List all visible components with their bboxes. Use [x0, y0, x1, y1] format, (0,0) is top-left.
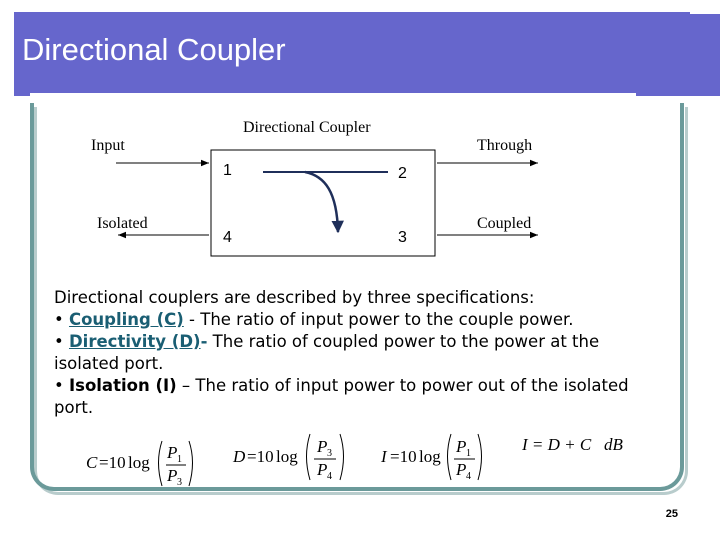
- svg-text:I: I: [381, 447, 387, 466]
- svg-text:3: 3: [327, 448, 332, 459]
- slide-title: Directional Coupler: [22, 32, 286, 67]
- svg-text:=10: =10: [247, 447, 274, 466]
- port-3-label: 3: [398, 229, 407, 246]
- bullet: •: [54, 376, 64, 395]
- bullet: •: [54, 332, 64, 351]
- through-label: Through: [477, 137, 533, 154]
- unit-text: dB: [604, 435, 623, 454]
- coupling-desc: - The ratio of input power to the couple power.: [183, 310, 574, 329]
- svg-text:4: 4: [327, 471, 332, 482]
- svg-text:D: D: [233, 447, 246, 466]
- directivity-desc: The ratio of coupled power to the power at the isolated port.: [54, 332, 600, 373]
- directivity-formula: [232, 434, 344, 482]
- coupling-term: Coupling (C): [68, 310, 184, 329]
- directivity-term: Directivity (D): [68, 332, 201, 351]
- svg-text:log: log: [276, 447, 298, 466]
- svg-text:log: log: [128, 453, 150, 472]
- port-1-label: 1: [223, 162, 232, 179]
- svg-text:P: P: [317, 460, 328, 479]
- svg-text:P: P: [317, 437, 328, 456]
- svg-text:P: P: [456, 437, 467, 456]
- port-2-label: 2: [398, 165, 407, 182]
- svg-text:log: log: [419, 447, 441, 466]
- isolation-formula: [380, 434, 482, 482]
- directivity-sep: -: [200, 332, 208, 351]
- relation-formula: [521, 435, 624, 454]
- svg-text:P: P: [456, 460, 467, 479]
- svg-text:=10: =10: [390, 447, 417, 466]
- bullet: •: [54, 310, 64, 329]
- relation-text: I = D + C: [522, 435, 592, 454]
- intro-line: Directional couplers are described by three specifications:: [54, 288, 535, 307]
- page-number: 25: [665, 508, 678, 520]
- isolation-desc: – The ratio of input power to power out of the isolated port.: [54, 376, 629, 417]
- svg-text:P: P: [167, 466, 178, 485]
- svg-text:1: 1: [177, 454, 182, 465]
- svg-text:P: P: [167, 443, 178, 462]
- coupled-label: Coupled: [477, 215, 532, 232]
- diagram-caption: Directional Coupler: [243, 119, 371, 136]
- coupling-formula: [86, 441, 193, 488]
- svg-text:=10: =10: [99, 453, 126, 472]
- port-4-label: 4: [223, 229, 232, 246]
- svg-text:3: 3: [177, 477, 182, 488]
- input-label: Input: [91, 137, 125, 154]
- isolation-term: Isolation (I): [68, 376, 177, 395]
- svg-text:4: 4: [466, 471, 471, 482]
- isolated-label: Isolated: [97, 215, 148, 232]
- svg-text:C: C: [86, 453, 98, 472]
- svg-text:1: 1: [466, 448, 471, 459]
